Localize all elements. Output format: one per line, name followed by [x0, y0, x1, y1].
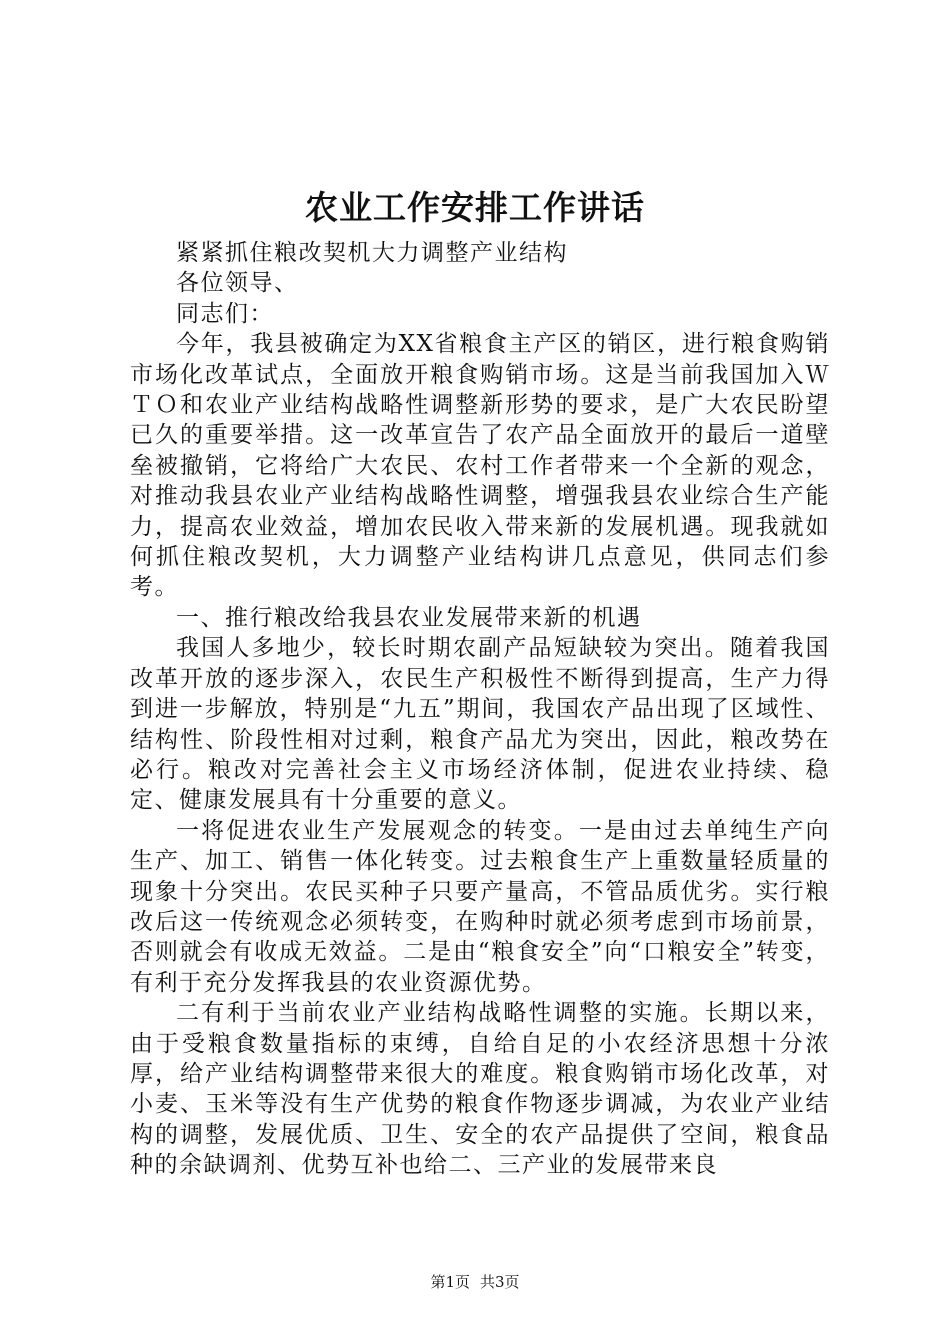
page-footer — [0, 1272, 950, 1292]
body-paragraph: 今年，我县被确定为XX省粮食主产区的销区，进行粮食购销市场化改革试点，全面放开粮食购销市场。这是当前我国加入ＷＴＯ和农业产业结构战略性调整新形势的要求，是广大农民盼望已久的重要举措。这一改革宣告了农产品全面放开的最后一道壁垒被撤销，它将给广大农民、农村工作者带来一个全新的观念，对推动我县农业产业结构战略性调整，增强我县农业综合生产能力，提高农业效益，增加农民收入带来新的发展机遇。现我就如何抓住粮改契机，大力调整产业结构讲几点意见，供同志们参考。 — [130, 331, 830, 601]
page-number: 第1页 — [430, 1273, 470, 1291]
salutation-comrades: 同志们： — [176, 300, 274, 327]
document-body — [130, 238, 830, 1181]
salutation-leaders: 各位领导、 — [176, 270, 299, 297]
document-title: 农业工作安排工作讲话 — [305, 188, 645, 227]
body-paragraph: 我国人多地少，较长时期农副产品短缺较为突出。随着我国改革开放的逐步深入，农民生产积极性不断得到提高，生产力得到进一步解放，特别是“九五”期间，我国农产品出现了区域性、结构性、阶段性相对过剩，粮食产品尤为突出，因此，粮改势在必行。粮改对完善社会主义市场经济体制，促进农业持续、稳定、健康发展具有十分重要的意义。 — [130, 635, 830, 814]
section-heading: 一、推行粮改给我县农业发展带来新的机遇 — [176, 604, 642, 631]
body-paragraph: 二有利于当前农业产业结构战略性调整的实施。长期以来，由于受粮食数量指标的束缚，自给自足的小农经济思想十分浓厚，给产业结构调整带来很大的难度。粮食购销市场化改革，对小麦、玉米等没有生产优势的粮食作物逐步调减，为农业产业结构的调整，发展优质、卫生、安全的农产品提供了空间，粮食品种的余缺调剂、优势互补也给二、三产业的发展带来良 — [130, 1000, 830, 1179]
body-paragraph: 一将促进农业生产发展观念的转变。一是由过去单纯生产向生产、加工、销售一体化转变。过去粮食生产上重数量轻质量的现象十分突出。农民买种子只要产量高，不管品质优劣。实行粮改后这一传统观念必须转变，在购种时就必须考虑到市场前景，否则就会有收成无效益。二是由“粮食安全”向“口粮安全”转变，有利于充分发挥我县的农业资源优势。 — [130, 817, 830, 996]
subtitle-paragraph: 紧紧抓住粮改契机大力调整产业结构 — [176, 240, 568, 266]
page-total: 共3页 — [480, 1273, 520, 1291]
